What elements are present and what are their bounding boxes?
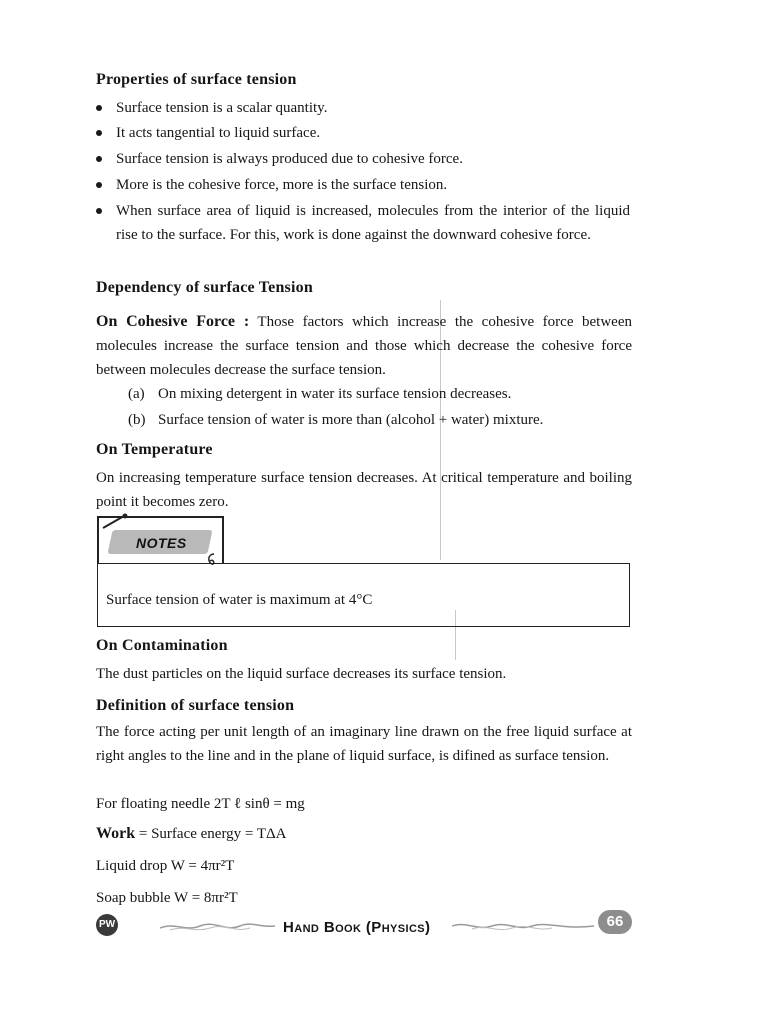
- paragraph-temperature: On increasing temperature surface tension decreases. At critical temperature and boiling point it becomes zero.: [96, 470, 632, 510]
- bullet-item: [116, 199, 630, 247]
- list-marker: (b): [128, 412, 146, 428]
- bullet-item: [116, 147, 636, 171]
- notes-label: NOTES: [136, 535, 187, 551]
- paragraph-contamination: The dust particles on the liquid surface decreases its surface tension.: [96, 666, 507, 682]
- wave-ornament-right: [452, 918, 594, 934]
- label-work: Work: [96, 825, 136, 842]
- text-work: = Surface energy = TΔA: [135, 826, 287, 842]
- bullet-text: It acts tangential to liquid surface.: [116, 125, 321, 141]
- footer-title: Hand Book (Physics): [283, 919, 431, 936]
- list-item: [128, 408, 628, 432]
- bullet-item: [116, 121, 636, 145]
- heading-dependency: Dependency of surface Tension: [96, 279, 313, 296]
- list-marker: (a): [128, 386, 145, 402]
- bullet-icon: [96, 105, 102, 111]
- heading-contamination: On Contamination: [96, 637, 228, 654]
- formula-liquid-drop: Liquid drop W = 4πr²T: [96, 858, 235, 874]
- heading-definition: Definition of surface tension: [96, 697, 295, 714]
- bullet-item: [116, 173, 636, 197]
- pin-icon: [100, 512, 130, 532]
- bullet-icon: [96, 156, 102, 162]
- notes-text: Surface tension of water is maximum at 4°C: [106, 592, 373, 608]
- publisher-logo: PW: [96, 914, 118, 936]
- notes-frame-right: [222, 516, 224, 564]
- paragraph-cohesive-force: [96, 310, 632, 382]
- notes-box: [97, 563, 630, 627]
- heading-properties: Properties of surface tension: [96, 71, 297, 88]
- list-text: Surface tension of water is more than (alcohol + water) mixture.: [158, 412, 544, 428]
- bullet-text: When surface area of liquid is increased, molecules from the interior of the liquid rise to the surface. For this, work is done against the downward cohesive force.: [116, 203, 630, 243]
- list-item: [128, 382, 628, 406]
- page-number: 66: [598, 910, 632, 934]
- paragraph-definition: The force acting per unit length of an imaginary line drawn on the free liquid surface at right angles to the line and in the plane of liquid surface, is difined as surface tension.: [96, 724, 632, 764]
- bullet-item: [116, 96, 636, 120]
- wave-ornament-left: [160, 918, 275, 934]
- notes-frame-left: [97, 516, 99, 564]
- formula-soap-bubble: Soap bubble W = 8πr²T: [96, 890, 238, 906]
- bullet-icon: [96, 130, 102, 136]
- heading-temperature: On Temperature: [96, 441, 213, 458]
- bullet-text: Surface tension is a scalar quantity.: [116, 100, 328, 116]
- bullet-icon: [96, 182, 102, 188]
- formula-work: [96, 822, 287, 846]
- formula-floating-needle: For floating needle 2T ℓ sinθ = mg: [96, 796, 305, 812]
- bullet-icon: [96, 208, 102, 214]
- list-text: On mixing detergent in water its surface tension decreases.: [158, 386, 512, 402]
- bullet-text: Surface tension is always produced due to cohesive force.: [116, 151, 463, 167]
- label-cohesive-force: On Cohesive Force :: [96, 313, 250, 330]
- text-cohesive-force: Those factors which increase the cohesive force between molecules increase the surface tension and those which decrease the cohesive force between molecules decrease the surface tension.: [96, 314, 632, 378]
- bullet-text: More is the cohesive force, more is the surface tension.: [116, 177, 448, 193]
